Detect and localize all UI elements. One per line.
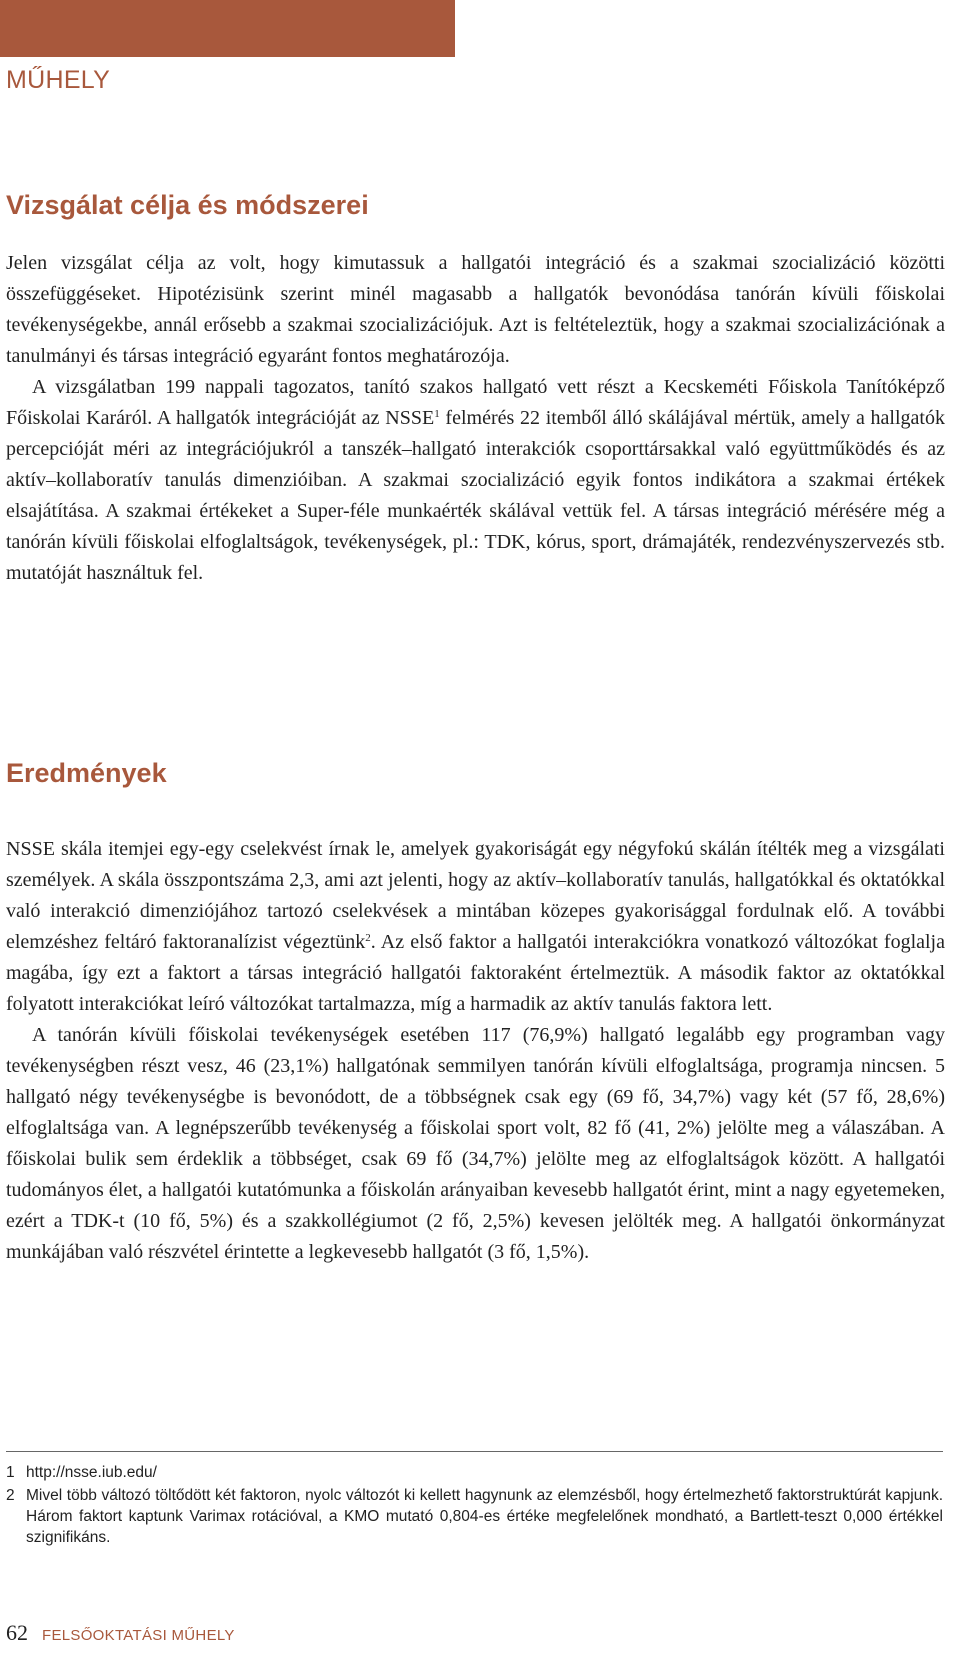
page-number: 62 (6, 1620, 28, 1645)
methods-body (6, 248, 945, 589)
footnotes (6, 1462, 943, 1550)
footnote-1 (6, 1462, 943, 1483)
heading-methods: Vizsgálat célja és módszerei (6, 190, 369, 220)
journal-name: FELSŐOKTATÁSI MŰHELY (42, 1627, 235, 1644)
footnote-number: 2 (6, 1487, 15, 1504)
footnote-link[interactable]: http://nsse.iub.edu/ (26, 1464, 157, 1481)
methods-paragraph-2-part-a: A vizsgálatban 199 nappali tagozatos, tanító szakos hallgató vett részt a Kecskeméti Főiskola Tanítóképző Főiskolai Karáról. A hallgatók integrációját az NSSE (6, 376, 945, 429)
methods-paragraph-2 (6, 372, 945, 589)
footnote-ref-2[interactable]: 2 (365, 932, 371, 944)
footnote-divider (6, 1451, 943, 1452)
footnote-ref-1[interactable]: 1 (434, 408, 440, 420)
results-paragraph-1 (6, 834, 945, 1020)
footnote-number: 1 (6, 1464, 15, 1481)
heading-results: Eredmények (6, 758, 167, 788)
methods-paragraph-2-part-b: felmérés 22 itemből álló skálájával mértük, amely a hallgatók percepcióját méri az integrációjukról a tanszék–hallgató interakciók csoporttársakkal való együttműködés és az aktív–kollaboratív tanulás dimenzióiban. A szakmai szocializáció egyik fontos indikátora a szakmai értékek elsajátítása. A szakmai értékeket a Super-féle munkaérték skálával vettük fel. A társas integráció mérésére még a tanórán kívüli főiskolai elfoglaltságok, tevékenységek, pl.: TDK, kórus, sport, drámajáték, rendezvényszervezés stb. mutatóját használtuk fel. (6, 407, 945, 584)
results-paragraph-2: A tanórán kívüli főiskolai tevékenységek esetében 117 (76,9%) hallgató legalább egy programban vagy tevékenységben részt vesz, 46 (23,1%) hallgatónak semmilyen tanórán kívüli elfoglaltsága, programja nincsen. 5 hallgató négy tevékenységbe is bevonódott, de a többségnek csak egy (69 fő, 34,7%) vagy két (57 fő, 28,6%) elfoglaltsága van. A legnépszerűbb tevékenység a főiskolai sport volt, 82 fő (41, 2%) jelölte meg a válaszában. A főiskolai bulik sem érdeklik a többséget, csak 69 fő (34,7%) jelölte meg az elfoglaltságok között. A hallgatói tudományos élet, a hallgatói kutatómunka a főiskolán arányaiban kevesebb hallgatót érint, mint a nagy egyetemeken, ezért a TDK-t (10 fő, 5%) és a szakkollégiumot (2 fő, 2,5%) kevesen jelölték meg. A hallgatói önkormányzat munkájában való részvétel érintette a legkevesebb hallgatót (3 fő, 1,5%). (6, 1024, 945, 1263)
section-label: MŰHELY (6, 66, 111, 94)
footnote-2 (6, 1485, 943, 1548)
methods-paragraph-1: Jelen vizsgálat célja az volt, hogy kimutassuk a hallgatói integráció és a szakmai szocializáció közötti összefüggéseket. Hipotézisünk szerint minél magasabb a hallgatók bevonódása tanórán kívüli főiskolai tevékenységekbe, annál erősebb a szakmai szocializációjuk. Azt is feltételeztük, hogy a szakmai szocializációnak a tanulmányi és társas integráció egyaránt fontos meghatározója. (6, 252, 945, 367)
results-body (6, 834, 945, 1268)
header-color-bar (0, 0, 455, 57)
results-paragraph-1-part-a: NSSE skála itemjei egy-egy cselekvést írnak le, amelyek gyakoriságát egy négyfokú skálán ítélték meg a vizsgálati személyek. A skála összpontszáma 2,3, ami azt jelenti, hogy az aktív–kollaboratív tanulás, hallgatókkal és oktatókkal való interakció dimenziójához tartozó cselekvések a mintában közepes gyakorisággal fordulnak elő. A további elemzéshez feltáró faktoranalízist végeztünk (6, 838, 945, 953)
footnote-text: Mivel több változó töltődött két faktoron, nyolc változót ki kellett hagynunk az elemzésből, hogy értelmezhető faktorstruktúrát kapjunk. Három faktort kaptunk Varimax rotációval, a KMO mutató 0,804-es értéke megfelelőnek mondható, a Bartlett-teszt 0,000 értékkel szignifikáns. (26, 1487, 943, 1546)
results-paragraph-1-part-b: . Az első faktor a hallgatói interakciókra vonatkozó változókat foglalja magába, így ezt a faktort a társas integráció hallgatói faktoraként értelmeztük. A második faktor az oktatókkal folyatott interakciókat leíró változókat tartalmazza, míg a harmadik az aktív tanulás faktora lett. (6, 931, 945, 1015)
page-footer (6, 1620, 235, 1646)
